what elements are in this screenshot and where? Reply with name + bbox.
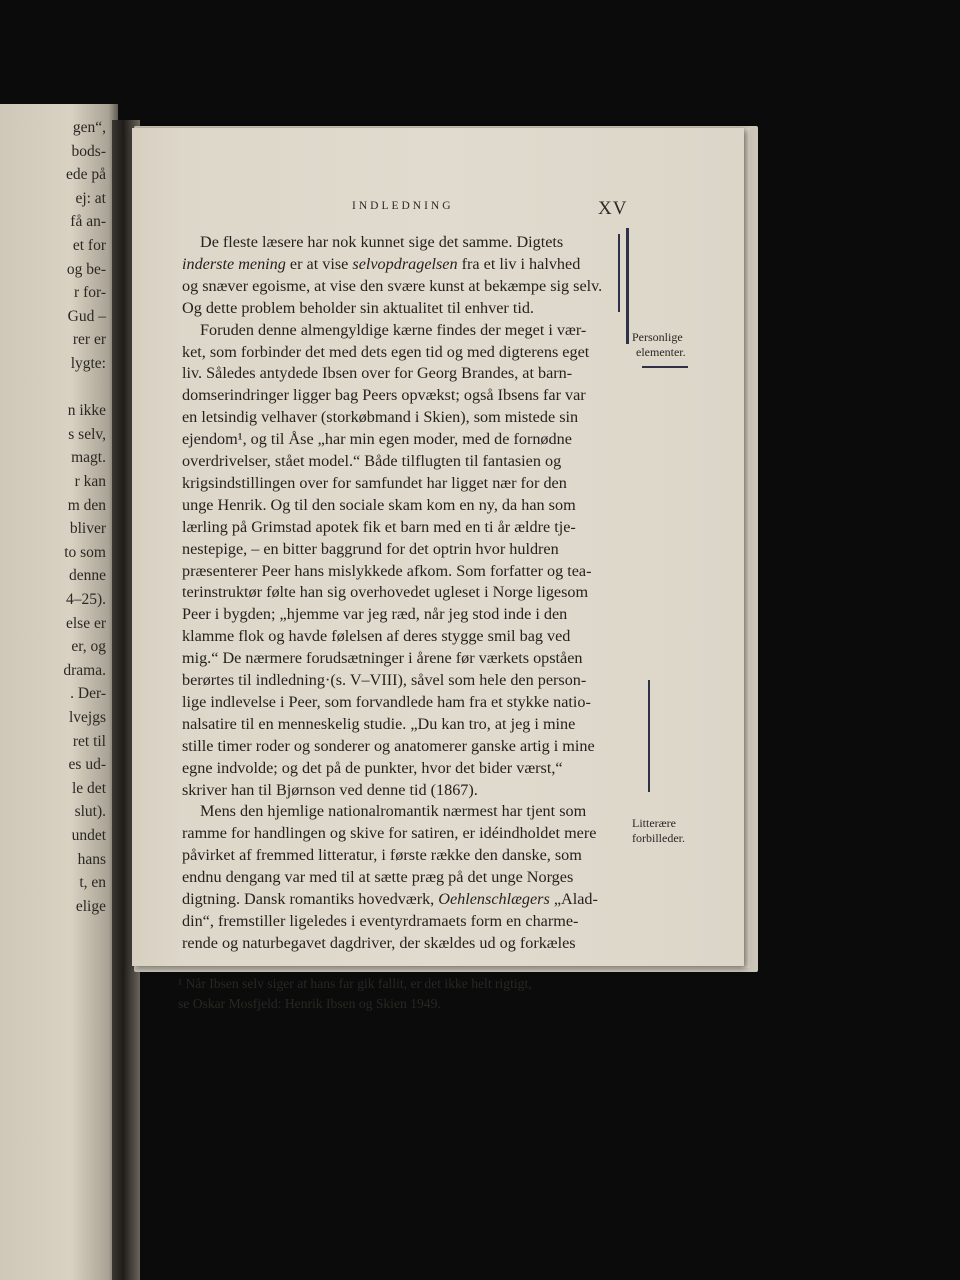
text-line — [182, 672, 586, 688]
text-line — [182, 234, 563, 250]
text-line — [182, 825, 596, 841]
italic-phrase: inderste mening — [182, 254, 286, 273]
pen-margin-line-1 — [618, 234, 620, 312]
text-run: mig.“ De nærmere forudsætninger i årene før værkets opståen — [182, 649, 583, 668]
text-line — [182, 847, 582, 863]
text-run: endnu dengang var med til at sætte præg på det unge Norges — [182, 868, 574, 887]
text-line — [182, 628, 570, 644]
facing-page-line: gen“, — [72, 119, 106, 136]
text-line — [182, 387, 586, 403]
facing-page-line: ret til — [72, 732, 106, 750]
facing-page-line: magt. — [71, 449, 106, 467]
facing-page-line: else er — [65, 614, 106, 632]
text-line — [182, 453, 561, 469]
text-run: Foruden denne almengyldige kærne findes der meget i vær- — [200, 320, 587, 339]
text-run: domserindringer ligger bag Peers opvækst; også Ibsens far var — [182, 386, 586, 405]
text-run: lærling på Grimstad apotek fik et barn med en ti år ældre tje- — [182, 517, 576, 536]
footnote-line-2: se Oskar Mosfjeld: Henrik Ibsen og Skien 1949. — [178, 996, 441, 1011]
running-head: INDLEDNING — [352, 200, 454, 212]
text-run: egne indvolde; og det på de punkter, hvor det bider værst,“ — [182, 758, 563, 777]
text-run: liv. Således antydede Ibsen over for Georg Brandes, at barn- — [182, 364, 573, 383]
facing-page-line: og be- — [66, 260, 106, 278]
text-line — [182, 409, 578, 425]
page-number: XV — [598, 198, 628, 219]
text-run: fra et liv i halvhed — [457, 254, 581, 273]
text-line — [182, 782, 478, 798]
facing-page — [0, 104, 118, 1280]
facing-page-line: s selv, — [68, 425, 106, 443]
text-line — [182, 650, 583, 666]
text-run: nalsatire til en menneskelig studie. „Du kan tro, at jeg i mine — [182, 714, 576, 733]
text-run: digtning. Dansk romantiks hovedværk, — [182, 890, 439, 908]
margin-note-line: forbilleder. — [632, 831, 685, 845]
text-run: lige indlevelse i Peer, som forvandlede ham fra et stykke natio- — [182, 692, 591, 711]
text-run: en letsindig velhaver (storkøbmand i Skien), som mistede sin — [182, 408, 579, 427]
facing-page-line: få an- — [70, 213, 106, 231]
text-run: overdrivelser, stået model.“ Både tilflugten til fantasien og — [182, 452, 562, 470]
text-run: din“, fremstiller ligeledes i eventyrdramaets form en charme- — [182, 911, 579, 930]
text-line — [182, 716, 575, 732]
pen-margin-line-2 — [626, 228, 629, 344]
text-run: krigsindstillingen over for samfundet har ligget nær for den — [182, 473, 567, 492]
text-line — [182, 541, 559, 557]
facing-page-line: 4–25). — [65, 591, 106, 608]
text-run: Peer i bygden; „hjemme var jeg ræd, når jeg stod inde i den — [182, 605, 568, 624]
facing-page-line: denne — [68, 567, 106, 585]
text-run: er at vise — [285, 254, 353, 273]
text-line — [182, 563, 592, 579]
facing-page-line: ej: at — [75, 189, 106, 207]
facing-page-line: undet — [71, 827, 106, 844]
text-line — [182, 497, 576, 513]
margin-note-literary — [632, 816, 685, 846]
margin-note-personal — [632, 330, 686, 360]
text-line — [182, 519, 576, 535]
footnote-line-1: ¹ Når Ibsen selv siger at hans far gik fallit, er det ikke helt rigtigt, — [178, 976, 532, 991]
text-run: og snæver egoisme, at vise den svære kunst at bekæmpe sig selv. — [182, 276, 603, 295]
facing-page-line: drama. — [63, 661, 106, 679]
text-run: klamme flok og havde følelsen af deres stygge smil bag ved — [182, 627, 571, 646]
pen-margin-line-3 — [648, 680, 650, 792]
facing-page-line: t, en — [79, 874, 106, 892]
text-run: Mens den hjemlige nationalromantik nærmest har tjent som — [200, 802, 587, 821]
text-line — [182, 365, 572, 381]
text-line — [182, 278, 602, 294]
margin-note-line: Litterære — [632, 816, 676, 830]
text-run: De fleste læsere har nok kunnet sige det samme. Digtets — [200, 233, 564, 251]
text-run: skriver han til Bjørnson ved denne tid (1867). — [182, 780, 478, 799]
text-line — [182, 760, 563, 776]
facing-page-line: to som — [64, 543, 106, 561]
facing-page-line: m den — [67, 496, 106, 514]
text-run: terinstruktør følte han sig overhovedet ugleset i Norge ligesom — [182, 583, 589, 602]
text-run: „Alad- — [549, 890, 598, 908]
text-line — [182, 694, 591, 710]
facing-page-line: lvejgs — [68, 709, 106, 726]
margin-note-line: elementer. — [636, 345, 686, 359]
facing-page-line: Gud – — [67, 307, 106, 325]
book-page — [132, 128, 744, 1011]
facing-page-line: er, og — [71, 638, 106, 656]
text-line — [182, 869, 573, 885]
text-run: ket, som forbinder det med dets egen tid og med digterens eget — [182, 342, 590, 361]
facing-page-line: lygte: — [70, 355, 106, 372]
text-line — [182, 256, 580, 272]
text-run: berørtes til indledning·(s. V–VIII), såvel som hele den person- — [182, 671, 587, 689]
facing-page-line: . Der- — [70, 685, 106, 703]
facing-page-line: slut). — [74, 803, 106, 821]
facing-page-line: bods- — [71, 142, 106, 160]
facing-page-line: bliver — [69, 520, 106, 538]
text-run: påvirket af fremmed litteratur, i første række den danske, som — [182, 846, 582, 865]
text-line — [182, 606, 567, 622]
pen-underline — [642, 366, 688, 368]
facing-page-line: r kan — [74, 473, 106, 490]
text-line — [182, 431, 572, 447]
facing-page-line: elige — [75, 897, 106, 915]
italic-phrase: selvopdragelsen — [352, 254, 458, 273]
text-line — [182, 803, 586, 819]
text-line — [182, 344, 589, 360]
text-run: unge Henrik. Og til den sociale skam kom en ny, da han som — [182, 495, 576, 514]
facing-page-line: n ikke — [67, 402, 106, 420]
facing-page-line: rer er — [72, 331, 106, 349]
facing-page-line: r for- — [74, 284, 106, 302]
text-line — [182, 891, 598, 907]
facing-page-line: et for — [72, 237, 106, 254]
text-line — [182, 322, 586, 338]
text-run: rende og naturbegavet dagdriver, der skældes ud og forkæles — [182, 933, 576, 952]
text-line — [182, 300, 534, 316]
italic-phrase: Oehlenschlægers — [438, 890, 550, 908]
text-line — [182, 935, 576, 951]
text-run: nestepige, – en bitter baggrund for det optrin hvor huldren — [182, 539, 559, 558]
text-line — [182, 738, 595, 754]
text-run: stille timer roder og sonderer og anatomerer ganske artig i mine — [182, 736, 595, 755]
facing-page-line: es ud- — [68, 756, 106, 774]
facing-page-line: le det — [72, 779, 106, 797]
facing-page-line: ede på — [65, 166, 106, 184]
text-line — [182, 913, 578, 929]
text-run: ramme for handlingen og skive for satiren, er idéindholdet mere — [182, 824, 597, 843]
facing-page-line: hans — [77, 850, 106, 868]
text-run: præsenterer Peer hans mislykkede afkom. Som forfatter og tea- — [182, 561, 592, 580]
text-run: ejendom¹, og til Åse „har min egen moder, med de fornødne — [182, 430, 572, 449]
text-line — [182, 584, 588, 600]
text-line — [182, 475, 567, 491]
margin-note-line: Personlige — [632, 330, 683, 344]
text-run: Og dette problem beholder sin aktualitet til enhver tid. — [182, 298, 534, 317]
